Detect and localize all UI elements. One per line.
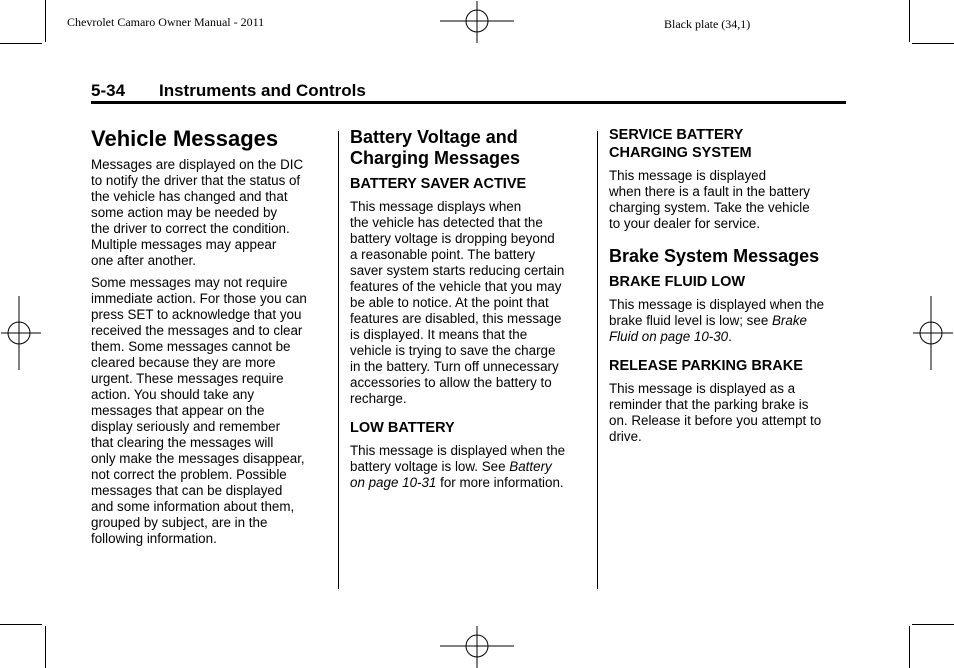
registration-mark-left bbox=[1, 296, 41, 370]
crop-mark bbox=[912, 624, 954, 625]
paragraph: Some messages may not require immediate action. For those you can press SET to acknowledge that you received the messages and to clear them. Some messages cannot be cleared because they are more urgent. These messages require action. You should take any messages that appear on the display seriously and remember that clearing the messages will only make the messages disappear, not correct the problem. Possible messages that can be displayed and some information about them, grouped by subject, are in the following information. bbox=[91, 275, 307, 546]
page-number: 5-34 bbox=[91, 81, 126, 100]
manual-title: Chevrolet Camaro Owner Manual - 2011 bbox=[67, 15, 265, 29]
section-rule bbox=[91, 101, 846, 104]
column-charging-brake-messages bbox=[609, 127, 849, 451]
crop-mark bbox=[0, 43, 42, 44]
heading-brake-system: Brake System Messages bbox=[609, 246, 820, 266]
paragraph bbox=[609, 297, 849, 345]
heading-battery-voltage: Battery Voltage and Charging Messages bbox=[350, 127, 521, 168]
subheading-brake-fluid-low: BRAKE FLUID LOW bbox=[609, 274, 746, 290]
paragraph: This message displays when the vehicle has detected that the battery voltage is dropping beyond a reasonable point. The battery saver system starts reducing certain features of the vehicle that you may be able to notice. At the point that features are disabled, this message is displayed. It means that the vehicle is trying to save the charge in the battery. Turn off unnecessary accessories to allow the battery to recharge. bbox=[350, 199, 565, 406]
section-title: Instruments and Controls bbox=[159, 81, 366, 100]
crop-mark bbox=[909, 626, 910, 668]
column-divider bbox=[338, 131, 339, 589]
subheading-low-battery: LOW BATTERY bbox=[350, 420, 455, 436]
text: This message is displayed when the brake fluid level is low; see bbox=[609, 297, 825, 328]
cross-reference-link[interactable]: Battery on page 10-31 bbox=[350, 459, 552, 490]
text: for more information. bbox=[436, 475, 564, 490]
section-header bbox=[91, 80, 846, 102]
registration-mark-bottom bbox=[440, 624, 514, 668]
registration-mark-top bbox=[440, 1, 514, 45]
column-vehicle-messages bbox=[91, 127, 331, 553]
subheading-release-parking-brake: RELEASE PARKING BRAKE bbox=[609, 358, 803, 374]
column-divider bbox=[597, 131, 598, 589]
crop-mark bbox=[0, 624, 42, 625]
crop-mark bbox=[912, 43, 954, 44]
text: . bbox=[728, 329, 732, 344]
subheading-service-battery-charging: SERVICE BATTERY CHARGING SYSTEM bbox=[609, 127, 752, 161]
subheading-battery-saver-active: BATTERY SAVER ACTIVE bbox=[350, 176, 527, 192]
paragraph: This message is displayed as a reminder that the parking brake is on. Release it before you attempt to drive. bbox=[609, 381, 822, 444]
crop-mark bbox=[909, 0, 910, 42]
crop-mark bbox=[45, 0, 46, 42]
crop-mark bbox=[45, 626, 46, 668]
paragraph bbox=[350, 443, 590, 491]
column-battery-messages bbox=[350, 127, 590, 497]
registration-mark-right bbox=[913, 296, 953, 370]
plate-label: Black plate (34,1) bbox=[664, 17, 751, 31]
paragraph: Messages are displayed on the DIC to notify the driver that the status of the vehicle has changed and that some action may be needed by the driver to correct the condition. Multiple messages may appear one after another. bbox=[91, 157, 304, 268]
paragraph: This message is displayed when there is a fault in the battery charging system. Take the vehicle to your dealer for service. bbox=[609, 168, 810, 231]
cross-reference-link[interactable]: Brake Fluid on page 10-30 bbox=[609, 313, 807, 344]
text: This message is displayed when the battery voltage is low. See bbox=[350, 443, 566, 474]
heading-vehicle-messages: Vehicle Messages bbox=[91, 126, 279, 151]
